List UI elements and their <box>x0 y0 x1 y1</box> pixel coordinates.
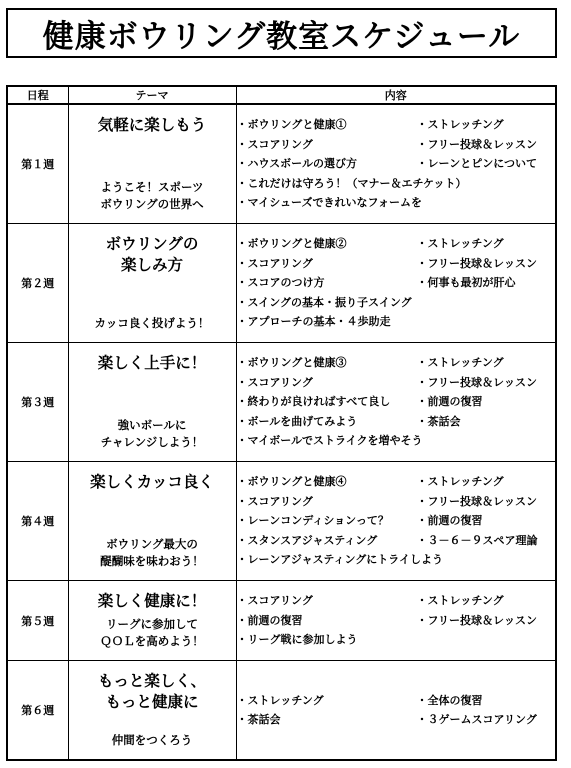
content-item: ・アプローチの基本・４歩助走 <box>236 315 391 329</box>
table-header-row <box>7 86 556 104</box>
content-item: ・レーンコンディションって？ <box>236 514 389 528</box>
content-item: ・ボウリングと健康③ <box>236 356 347 370</box>
content-item: ・フリー投球＆レッスン <box>416 494 537 508</box>
content-cell <box>236 104 556 224</box>
content-item: ・前週の復習 <box>236 613 303 627</box>
table-row <box>7 462 556 581</box>
week-label: 第３週 <box>7 343 68 462</box>
week-label: 第１週 <box>7 104 68 224</box>
table-row <box>7 581 556 661</box>
content-item: ・レーンアジャスティングにトライしよう <box>236 553 443 567</box>
content-item: ・マイボールでストライクを増やそう <box>236 434 423 448</box>
header-theme: テーマ <box>68 86 236 104</box>
theme-cell <box>68 462 236 581</box>
content-item: ・リーグ戦に参加しよう <box>236 633 358 647</box>
theme-title: 楽しく上手に！ <box>97 354 207 372</box>
content-item: ・ストレッチング <box>416 594 504 608</box>
content-item: ・フリー投球＆レッスン <box>416 256 537 270</box>
content-item: ・フリー投球＆レッスン <box>416 613 537 627</box>
content-item: ・スコアリング <box>236 494 313 508</box>
content-item: ・ストレッチング <box>416 237 504 251</box>
theme-title: ボウリングの 楽しみ方 <box>105 235 199 274</box>
theme-subtitle: ボウリング最大の 醍醐味を味わおう！ <box>100 537 204 568</box>
content-list <box>237 472 556 570</box>
theme-cell <box>68 104 236 224</box>
theme-cell <box>68 343 236 462</box>
content-item: ・スコアリング <box>236 256 313 270</box>
content-item: ・マイシューズできれいなフォームを <box>236 196 422 210</box>
content-item: ・フリー投球＆レッスン <box>416 137 537 151</box>
content-item: ・スコアリング <box>236 594 313 608</box>
table-row <box>7 104 556 224</box>
content-list <box>237 691 556 730</box>
schedule-table <box>6 85 557 761</box>
table-row <box>7 224 556 343</box>
theme-subtitle: リーグに参加して ＱＯＬを高めよう！ <box>100 617 204 648</box>
content-item: ・ストレッチング <box>416 118 504 132</box>
week-label: 第４週 <box>7 462 68 581</box>
content-list <box>237 234 556 332</box>
theme-cell <box>68 661 236 761</box>
content-item: ・スイングの基本・振り子スイング <box>236 295 412 309</box>
theme-subtitle: カッコ良く投げよう！ <box>94 316 210 330</box>
content-item: ・レーンとピンについて <box>416 157 538 171</box>
content-item: ・前週の復習 <box>416 514 483 528</box>
content-list <box>237 353 556 451</box>
content-item: ・ボウリングと健康① <box>236 118 347 132</box>
header-week: 日程 <box>7 86 68 104</box>
content-item: ・全体の復習 <box>416 693 483 707</box>
content-item: ・ストレッチング <box>416 475 504 489</box>
week-label: 第６週 <box>7 661 68 761</box>
content-item: ・終わりが良ければすべて良し <box>236 395 391 409</box>
content-list <box>237 591 556 650</box>
header-content: 内容 <box>236 86 556 104</box>
content-item: ・スコアリング <box>236 375 313 389</box>
table-row <box>7 661 556 761</box>
theme-subtitle: 強いボールに チャレンジしよう！ <box>100 418 204 449</box>
content-item: ・ストレッチング <box>236 693 324 707</box>
content-cell <box>236 224 556 343</box>
content-cell <box>236 343 556 462</box>
content-item: ・茶話会 <box>416 414 461 428</box>
theme-cell <box>68 224 236 343</box>
content-item: ・茶話会 <box>236 713 281 726</box>
title-box <box>6 8 557 58</box>
content-item: ・何事も最初が肝心 <box>416 276 516 290</box>
week-label: 第５週 <box>7 581 68 661</box>
content-item: ・前週の復習 <box>416 395 483 409</box>
content-item: ・スタンスアジャスティング <box>236 533 378 547</box>
content-item: ・３－６－９スペア理論 <box>416 533 538 547</box>
content-cell <box>236 581 556 661</box>
content-item: ・３ゲームスコアリング <box>416 713 537 726</box>
content-item: ・これだけは守ろう！（マナー＆エチケット） <box>236 176 467 190</box>
theme-title: 気軽に楽しもう <box>97 116 207 134</box>
content-item: ・スコアリング <box>236 137 313 151</box>
theme-title: もっと楽しく、 もっと健康に <box>97 672 207 711</box>
week-label: 第２週 <box>7 224 68 343</box>
content-item: ・ボウリングと健康② <box>236 237 347 251</box>
content-cell <box>236 462 556 581</box>
theme-title: 楽しく健康に！ <box>97 592 207 610</box>
theme-subtitle: 仲間をつくろう <box>111 733 193 747</box>
content-item: ・ボールを曲げてみよう <box>236 414 358 428</box>
content-item: ・フリー投球＆レッスン <box>416 375 537 389</box>
content-item: ・ハウスボールの選び方 <box>236 157 357 171</box>
table-row <box>7 343 556 462</box>
content-item: ・スコアのつけ方 <box>236 276 325 290</box>
theme-cell <box>68 581 236 661</box>
content-cell <box>236 661 556 761</box>
content-list <box>237 115 556 213</box>
content-item: ・ストレッチング <box>416 356 504 370</box>
theme-subtitle: ようこそ！スポーツ ボウリングの世界へ <box>100 180 204 211</box>
theme-title: 楽しくカッコ良く <box>90 473 214 491</box>
content-item: ・ボウリングと健康④ <box>236 475 347 489</box>
page-title: 健康ボウリング教室スケジュール <box>42 18 521 55</box>
